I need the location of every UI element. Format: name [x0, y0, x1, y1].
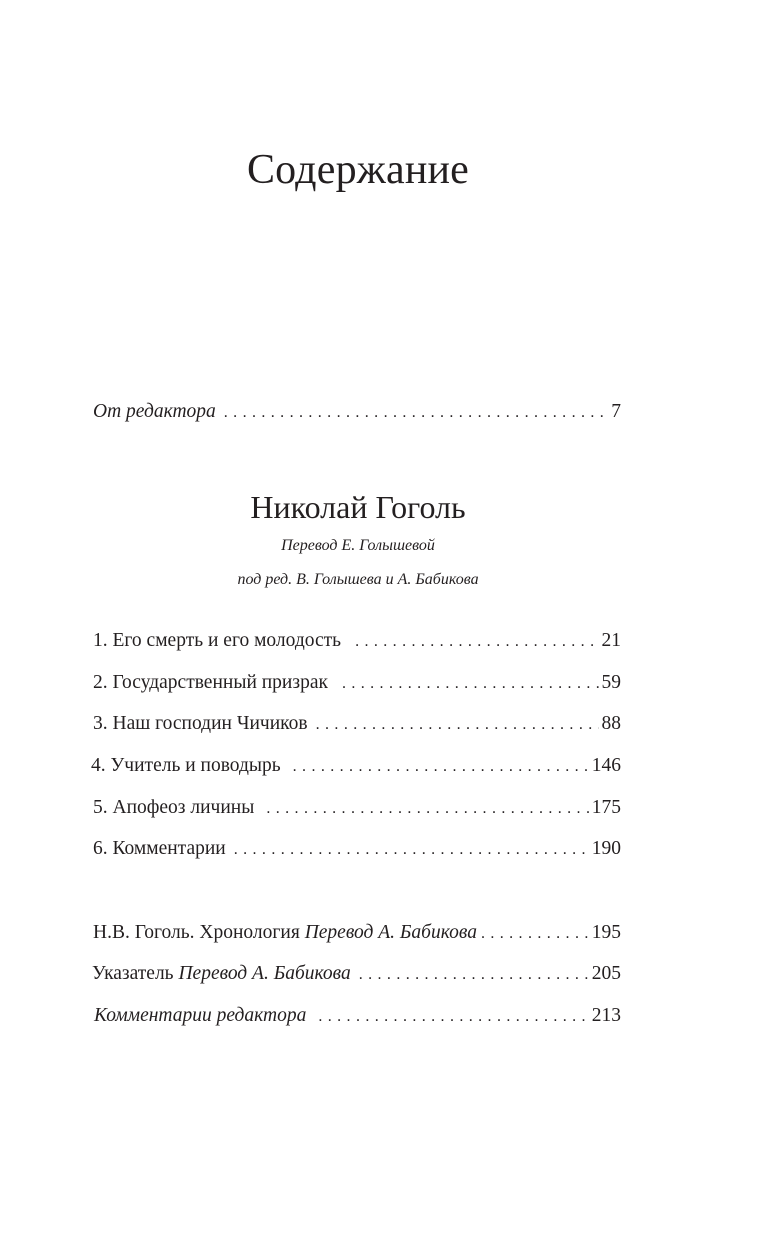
toc-page-number: 59	[601, 672, 621, 693]
dot-leader	[234, 837, 589, 863]
toc-page-number: 195	[591, 922, 621, 943]
toc-entry-label: 5. Апофеоз личины	[93, 797, 255, 818]
toc-entry-label	[92, 961, 351, 987]
toc-entry-label	[93, 920, 477, 946]
toc-chapter-2	[93, 670, 621, 696]
toc-entry-title: Н.В. Гоголь. Хронология	[93, 922, 300, 943]
dot-leader	[318, 1004, 588, 1030]
toc-chapter-6	[93, 836, 621, 862]
toc-entry-label: 4. Учитель и поводырь	[91, 755, 281, 776]
dot-leader	[481, 921, 589, 947]
dot-leader	[316, 712, 599, 738]
dot-leader	[359, 962, 589, 988]
section-title: Николай Гоголь	[250, 489, 466, 525]
section-editors: под ред. В. Голышева и А. Бабикова	[237, 571, 479, 588]
dot-leader	[266, 796, 588, 822]
toc-entry-label: Комментарии редактора	[94, 1005, 307, 1026]
toc-entry-label: 3. Наш господин Чичиков	[93, 713, 308, 734]
dot-leader	[355, 629, 598, 655]
toc-appendix-index	[92, 961, 621, 987]
toc-appendix-editor-comments	[94, 1003, 621, 1029]
toc-entry-label: 2. Государственный призрак	[93, 672, 328, 693]
toc-page-number: 190	[591, 838, 621, 859]
toc-page-number: 213	[591, 1005, 621, 1026]
toc-chapter-1	[93, 628, 621, 654]
dot-leader	[224, 400, 608, 426]
page-title: Содержание	[246, 147, 470, 193]
toc-entry-editor-note	[93, 399, 621, 425]
toc-entry-label: 6. Комментарии	[93, 838, 226, 859]
toc-entry-label: 1. Его смерть и его молодость	[93, 630, 342, 651]
dot-leader	[293, 754, 589, 780]
toc-page-number: 88	[601, 713, 621, 734]
toc-page-number: 7	[611, 401, 621, 422]
toc-chapter-3	[93, 711, 621, 737]
toc-page-number: 205	[591, 963, 621, 984]
toc-page-number: 175	[591, 797, 621, 818]
toc-appendix-chronology	[93, 920, 621, 946]
toc-entry-label: От редактора	[93, 401, 216, 422]
toc-chapter-5	[93, 795, 621, 821]
toc-page-number: 21	[601, 630, 621, 651]
section-translator: Перевод Е. Голышевой	[281, 537, 435, 554]
toc-page-number: 146	[591, 755, 621, 776]
toc-entry-note: Перевод А. Бабикова	[304, 922, 477, 943]
toc-entry-title: Указатель	[92, 963, 174, 984]
dot-leader	[342, 671, 599, 697]
toc-chapter-4	[91, 753, 621, 779]
toc-entry-note: Перевод А. Бабикова	[178, 963, 351, 984]
